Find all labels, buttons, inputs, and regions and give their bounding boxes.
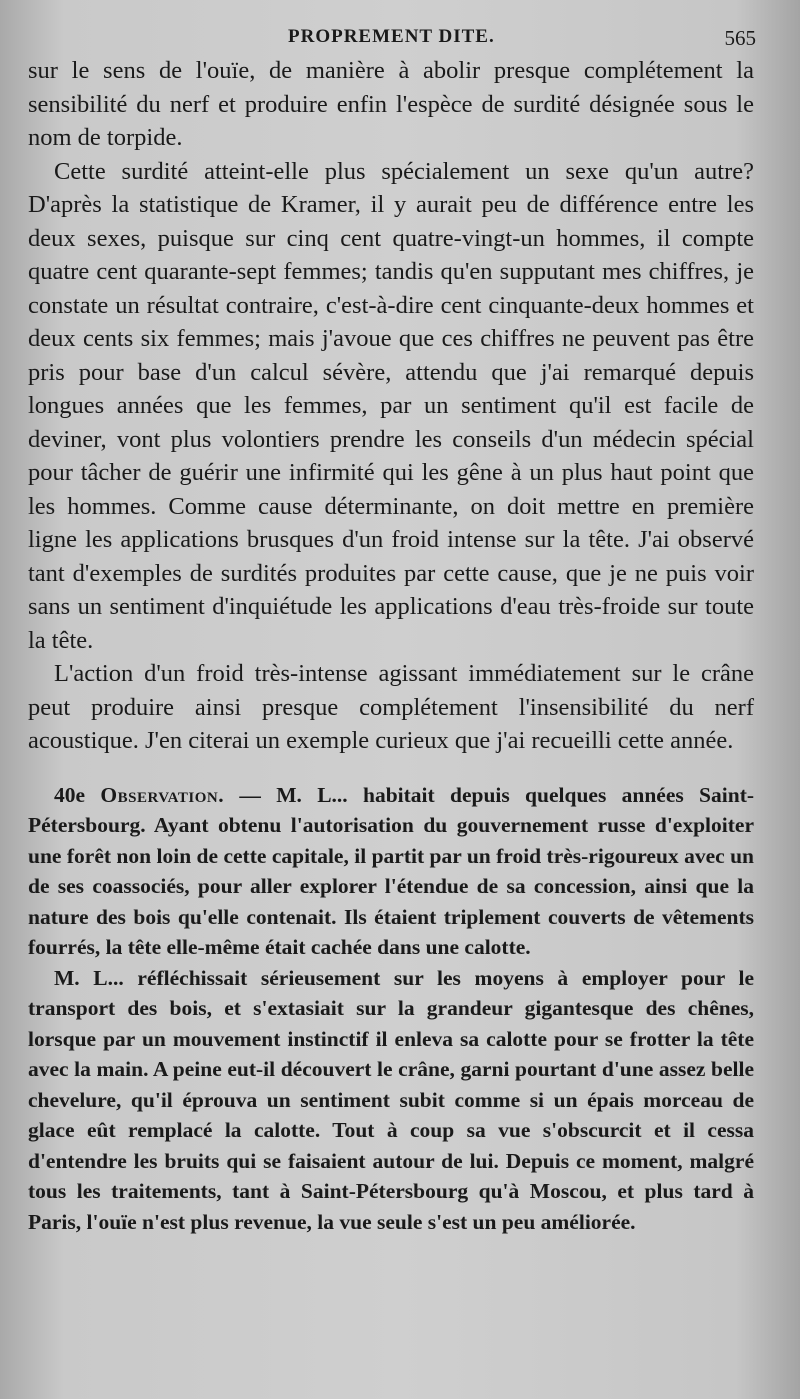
page-header [28, 20, 754, 54]
observation-label: Observation. [100, 782, 225, 807]
running-title: PROPREMENT DITE. [288, 26, 495, 47]
paragraph-continued: sur le sens de l'ouïe, de manière à abolir presque complétement la sensibilité du nerf et produire enfin l'espèce de surdité désignée sous le nom de torpide. [28, 57, 754, 151]
observation-paragraph [28, 780, 754, 963]
paragraph-action: L'action d'un froid très-intense agissant immédiatement sur le crâne peut produire ainsi presque complétement l'insensibilité du nerf acoustique. J'en citerai un exemple curieux que j'ai recueilli cette année. [28, 660, 754, 754]
page-number: 565 [724, 26, 756, 50]
observation-text: — M. L... habitait depuis quelques années Saint-Pétersbourg. Ayant obtenu l'autorisation du gouvernement russe d'exploiter une forêt non loin de cette capitale, il partit par un froid très-rigoureux avec un de ses coassociés, pour aller explorer l'étendue de sa concession, ainsi que la nature des bois qu'elle contenait. Ils étaient triplement couverts de vêtements fourrés, la tête elle-même était cachée dans une calotte. [28, 782, 755, 959]
main-text [28, 54, 754, 758]
paragraph-cause: Cette surdité atteint-elle plus spécialement un sexe qu'un autre? D'après la statistique de Kramer, il y aurait peu de différence entre les deux sexes, puisque sur cinq cent quatre-vingt-un hommes, il compte quatre cent quarante-sept femmes; tandis qu'en supputant mes chiffres, je constate un résultat contraire, c'est-à-dire cent cinquante-deux hommes et deux cents six femmes; mais j'avoue que ces chiffres ne peuvent pas être pris pour base d'un calcul sévère, attendu que j'ai remarqué depuis longues années que les femmes, par un sentiment qu'il est facile de deviner, vont plus volontiers prendre les conseils d'un médecin spécial pour tâcher de guérir une infirmité qui les gêne à un plus haut point que les hommes. Comme cause déterminante, on doit mettre en première ligne les applications brusques d'un froid intense sur la tête. J'ai observé tant d'exemples de surdités produites par cette cause, que je ne puis voir sans un sentiment d'inquiétude les applications d'eau très-froide sur toute la tête. [28, 157, 754, 654]
observation-block [28, 780, 754, 1238]
observation-continuation: M. L... réfléchissait sérieusement sur les moyens à employer pour le transport des bois, et s'extasiait sur la grandeur gigantesque des chênes, lorsque par un mouvement instinctif il enleva sa calotte pour se frotter la tête avec la main. A peine eut-il découvert le crâne, garni pourtant d'une assez belle chevelure, qu'il éprouva un sentiment subit comme si un épais morceau de glace eût remplacé la calotte. Tout à coup sa vue s'obscurcit et il cessa d'entendre les bruits qui se faisaient autour de lui. Depuis ce moment, malgré tous les traitements, tant à Saint-Pétersbourg qu'à Moscou, et plus tard à Paris, l'ouïe n'est plus revenue, la vue seule s'est un peu améliorée. [28, 965, 754, 1234]
observation-number: 40e [54, 782, 86, 807]
